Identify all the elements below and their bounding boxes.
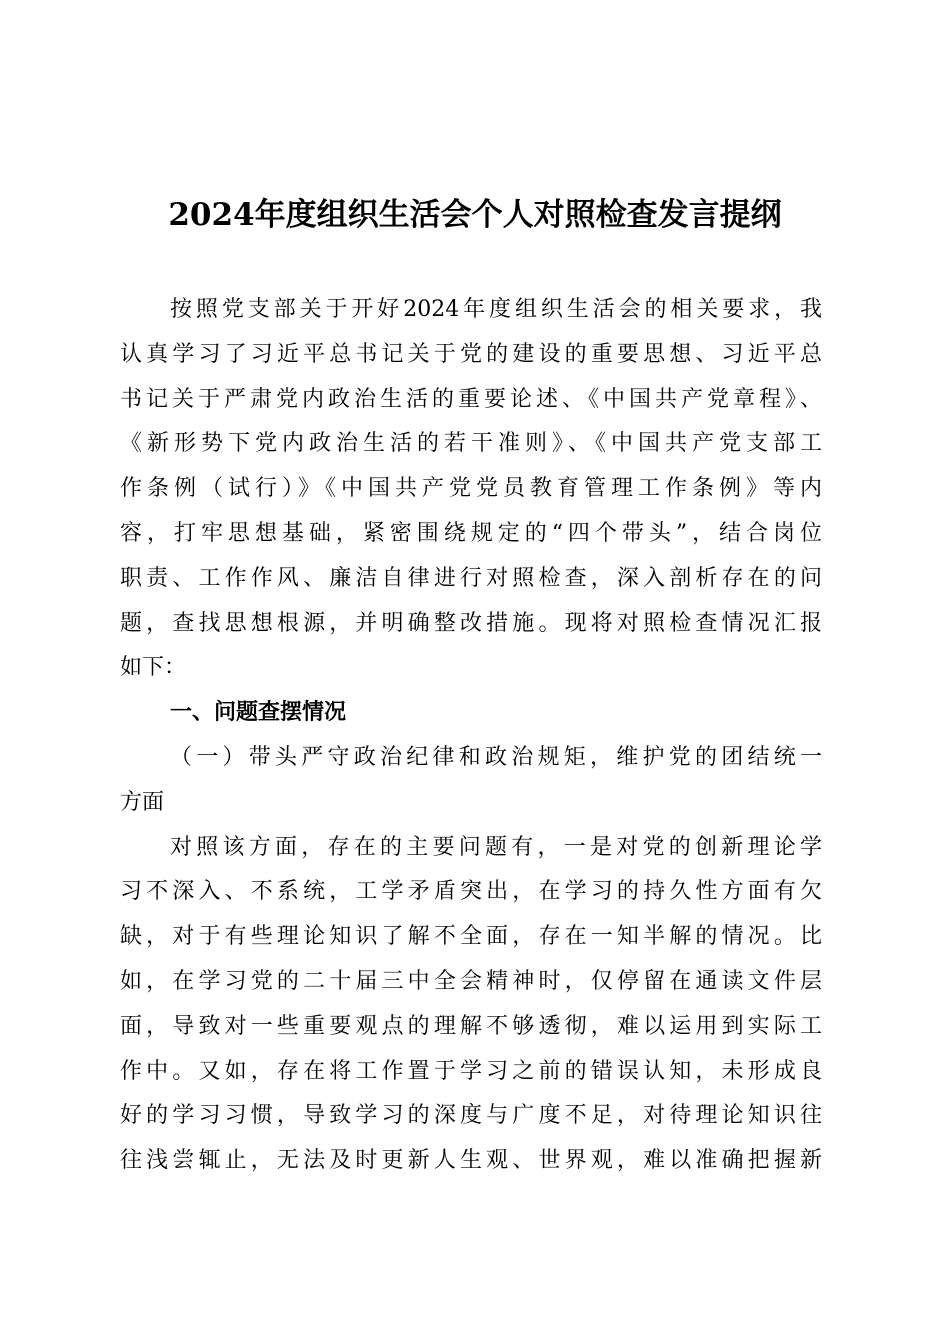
text-line: 缺，对于有些理论知识了解不全面，存在一知半解的情况。比 [120, 924, 822, 950]
text-line: 按照党支部关于开好2024年度组织生活会的相关要求，我 [170, 297, 822, 322]
text-line: 习不深入、不系统，工学矛盾突出，在学习的持久性方面有欠 [120, 879, 822, 905]
text-line: 容，打牢思想基础，紧密围绕规定的“四个带头”，结合岗位 [120, 520, 822, 546]
text-line: 作条例（试行）》《中国共产党党员教育管理工作条例》等内 [120, 476, 822, 502]
text-line: 如下： [120, 655, 187, 681]
text-line: 书记关于严肃党内政治生活的重要论述、《中国共产党章程》、 [120, 386, 822, 412]
text-line: 职责、工作作风、廉洁自律进行对照检查，深入剖析存在的问 [120, 565, 822, 591]
subsection-heading-cont: 方面 [120, 789, 165, 815]
text-line: 《新形势下党内政治生活的若干准则》、《中国共产党支部工 [120, 431, 822, 457]
text-line: 认真学习了习近平总书记关于党的建设的重要思想、习近平总 [120, 341, 822, 367]
text-line: 如，在学习党的二十届三中全会精神时，仅停留在通读文件层 [120, 968, 822, 994]
text-line: 作中。又如，存在将工作置于学习之前的错误认知，未形成良 [120, 1058, 822, 1084]
document-body [120, 288, 822, 1184]
text-line: 往浅尝辄止，无法及时更新人生观、世界观，难以准确把握新 [120, 1148, 822, 1174]
text-line: 对照该方面，存在的主要问题有，一是对党的创新理论学 [170, 834, 822, 860]
text-line: 面，导致对一些重要观点的理解不够透彻，难以运用到实际工 [120, 1013, 822, 1039]
subsection-heading: （一）带头严守政治纪律和政治规矩，维护党的团结统一 [170, 744, 822, 770]
text-line: 好的学习习惯，导致学习的深度与广度不足，对待理论知识往 [120, 1103, 822, 1129]
text-line: 题，查找思想根源，并明确整改措施。现将对照检查情况汇报 [120, 610, 822, 636]
section-heading: 一、问题查摆情况 [170, 700, 347, 726]
document-title: 2024年度组织生活会个人对照检查发言提纲 [168, 197, 782, 233]
